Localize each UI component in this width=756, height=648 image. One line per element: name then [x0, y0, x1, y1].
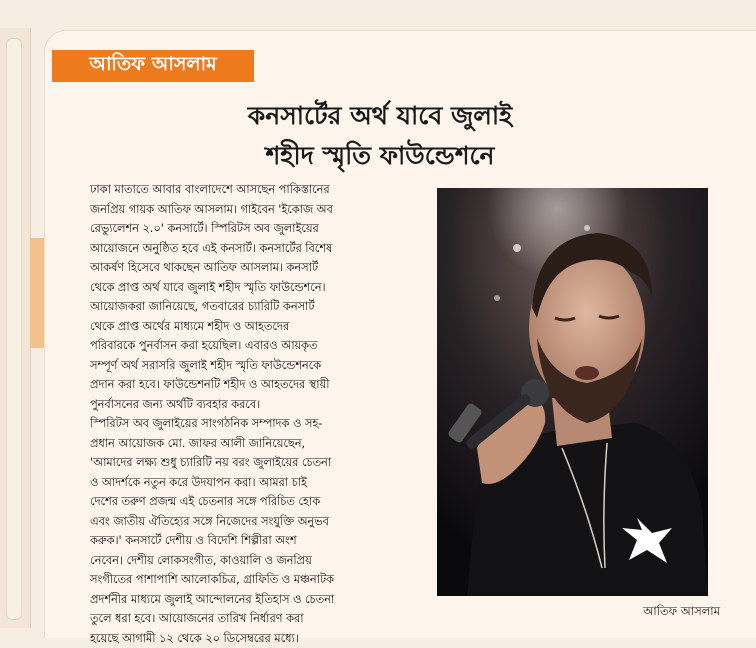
photo-caption: আতিফ আসলাম [600, 603, 720, 622]
body-line: পরিবারকে পুনর্বাসন করা হয়েছিল। এবারও আয়কৃত [90, 336, 428, 356]
body-line: এবং জাতীয় ঐতিহ্যের সঙ্গে নিজেদের সংযুক্তি অনুভব [90, 512, 428, 532]
adjacent-page-edge [0, 28, 31, 628]
headline [120, 96, 640, 176]
headline-line-1: কনসার্টের অর্থ যাবে জুলাই [120, 96, 640, 136]
body-line: সম্পূর্ণ অর্থ সরাসরি জুলাই শহীদ স্মৃতি ফাউন্ডেশনকে [90, 356, 428, 376]
body-line: ও আদর্শকে নতুন করে উদযাপন করা। আমরা চাই [90, 473, 428, 493]
body-line: সংগীতের পাশাপাশি আলোকচিত্র, গ্রাফিতি ও মঞ্চনাটক [90, 570, 428, 590]
body-line: দেশের তরুণ প্রজন্ম এই চেতনার সঙ্গে পরিচিত হোক [90, 492, 428, 512]
body-line: নেবেন। দেশীয় লোকসংগীত, কাওয়ালি ও জনপ্রিয় [90, 551, 428, 571]
body-line: আয়োজকরা জানিয়েছে, গতবারের চ্যারিটি কনসার্ট [90, 297, 428, 317]
singer-photo [437, 188, 708, 596]
body-line: হয়েছে আগামী ১২ থেকে ২০ ডিসেম্বরের মধ্যে। [90, 629, 428, 648]
body-line: থেকে প্রাপ্ত অর্থ যাবে জুলাই শহীদ স্মৃতি ফাউন্ডেশনে। [90, 278, 428, 298]
headline-line-2: শহীদ স্মৃতি ফাউন্ডেশনে [120, 136, 640, 176]
body-line: 'আমাদের লক্ষ্য শুধু চ্যারিটি নয় বরং জুলাইয়ের চেতনা [90, 453, 428, 473]
section-tag: আতিফ আসলাম [52, 50, 254, 82]
body-line: প্রদান করা হবে। ফাউন্ডেশনটি শহীদ ও আহতদের স্থায়ী [90, 375, 428, 395]
body-line: থেকে প্রাপ্ত অর্থের মাধ্যমে শহীদ ও আহতদের [90, 317, 428, 337]
article-body [90, 180, 428, 648]
body-line: করুক।' কনসার্টে দেশীয় ও বিদেশি শিল্পীরা অংশ [90, 531, 428, 551]
body-line: জনপ্রিয় গায়ক আতিফ আসলাম। গাইবেন 'ইকোজ অব [90, 200, 428, 220]
body-line: স্পিরিটস অব জুলাইয়ের সাংগঠনিক সম্পাদক ও সহ- [90, 414, 428, 434]
body-line: আকর্ষণ হিসেবে থাকছেন আতিফ আসলাম। কনসার্ট [90, 258, 428, 278]
body-line: পুনর্বাসনের জন্য অর্থটি ব্যবহার করবে। [90, 395, 428, 415]
body-line: তুলে ধরা হবে। আয়োজনের তারিখ নির্ধারণ করা [90, 609, 428, 629]
body-line: প্রদর্শনীর মাধ্যমে জুলাই আন্দোলনের ইতিহাস ও চেতনা [90, 590, 428, 610]
body-line: আয়োজনে অনুষ্ঠিত হবে এই কনসার্ট। কনসার্টের বিশেষ [90, 239, 428, 259]
body-line: প্রধান আয়োজক মো. জাফর আলী জানিয়েছেন, [90, 434, 428, 454]
body-line: ঢাকা মাতাতে আবার বাংলাদেশে আসছেন পাকিস্তানের [90, 180, 428, 200]
body-line: রেভ্যুলেশন ২.০' কনসার্টে। স্পিরিটস অব জুলাইয়ের [90, 219, 428, 239]
